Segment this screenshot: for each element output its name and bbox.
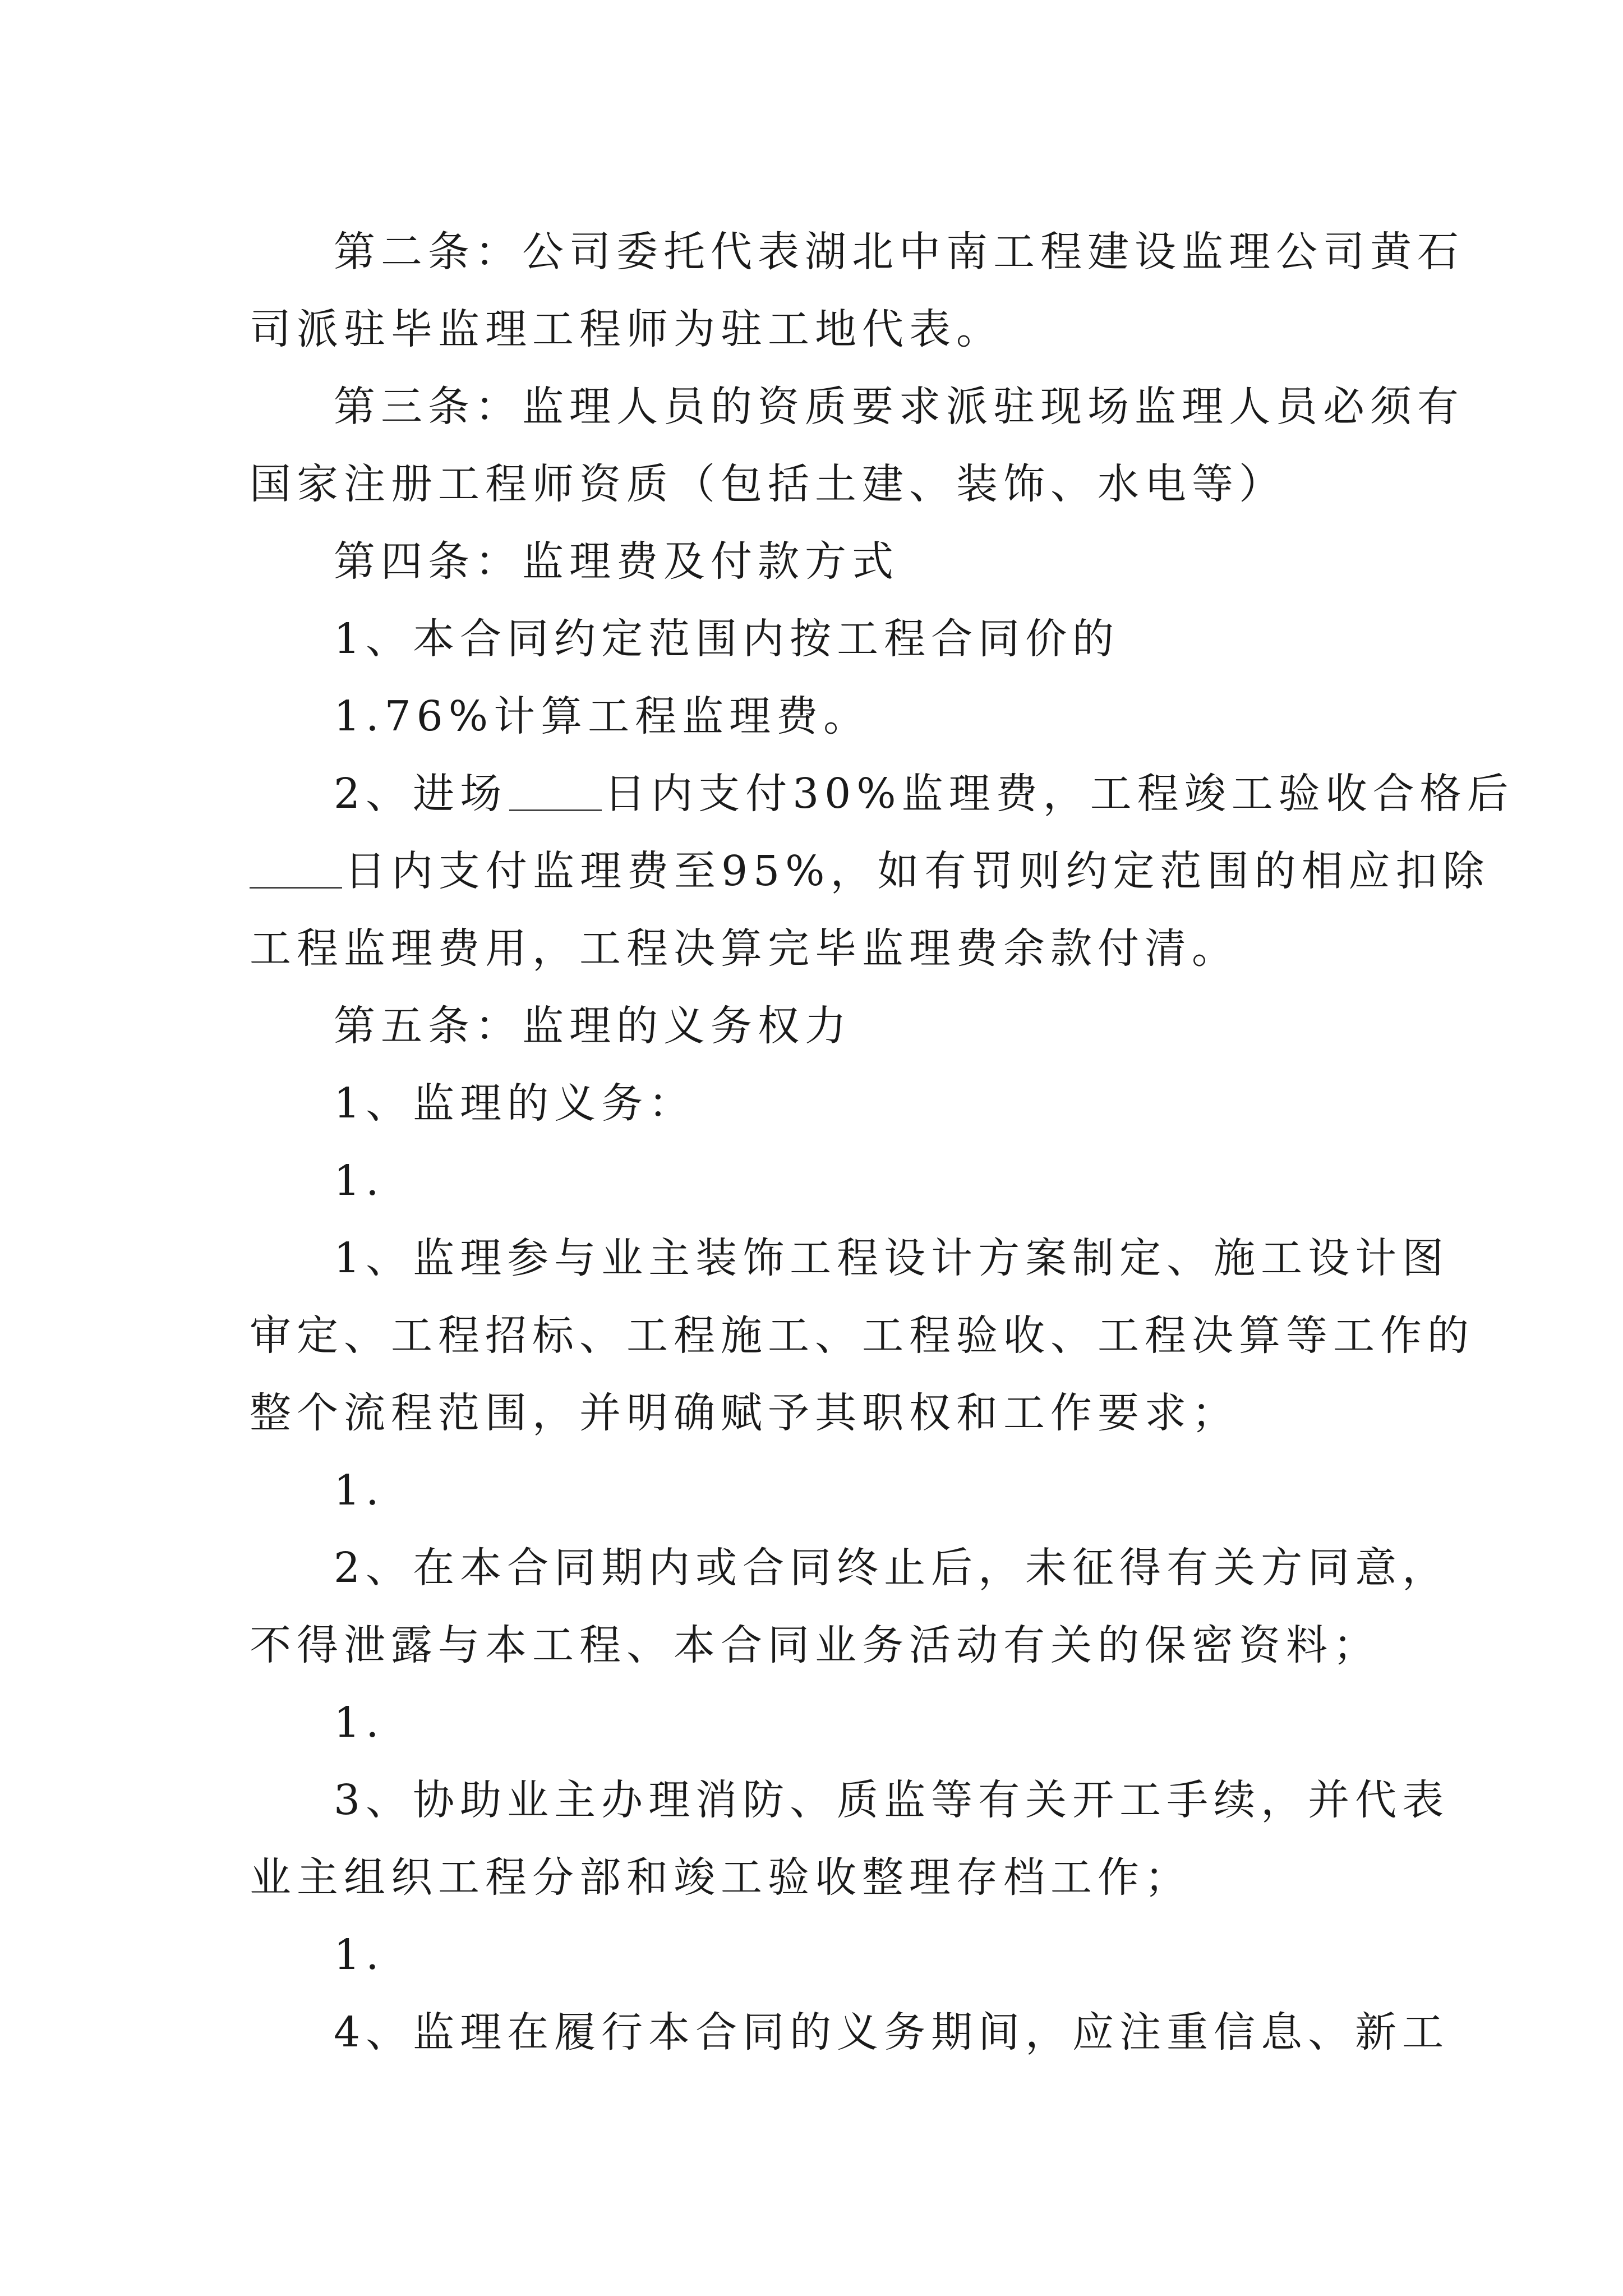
fee-clause-2-suffix: 日内支付30%监理费，工程竣工验收合格后 <box>604 770 1514 818</box>
duty-1-line-1: 1、监理参与业主装饰工程设计方案制定、施工设计图 <box>334 1234 1450 1282</box>
article-3-line-2: 国家注册工程师资质（包括土建、装饰、水电等） <box>250 460 1286 508</box>
fee-clause-2-prefix: 2、进场 <box>334 770 508 818</box>
article-5-heading: 第五条：监理的义务权力 <box>334 1002 852 1050</box>
fee-clause-2-line-2-text: 日内支付监理费至95%，如有罚则约定范围的相应扣除 <box>344 847 1490 895</box>
fee-clause-2-line-3: 工程监理费用，工程决算完毕监理费余款付清。 <box>250 924 1239 973</box>
section-number: 1. <box>334 1931 385 1979</box>
fee-clause-2-line-2 <box>250 832 1490 910</box>
duty-1-line-3: 整个流程范围，并明确赋予其职权和工作要求； <box>250 1389 1239 1437</box>
fee-clause-1-line-1: 1、本合同约定范围内按工程合同价的 <box>334 615 1120 663</box>
duty-3-line-2: 业主组织工程分部和竣工验收整理存档工作； <box>250 1853 1192 1902</box>
duty-2-line-1: 2、在本合同期内或合同终止后，未征得有关方同意， <box>334 1544 1450 1592</box>
duty-1-line-2: 审定、工程招标、工程施工、工程验收、工程决算等工作的 <box>250 1312 1474 1360</box>
article-2-line-1: 第二条：公司委托代表湖北中南工程建设监理公司黄石 <box>334 228 1464 276</box>
days-blank-field <box>509 776 602 811</box>
days-blank-field <box>250 853 342 889</box>
duties-heading: 1、监理的义务： <box>334 1079 696 1128</box>
duty-3-line-1: 3、协助业主办理消防、质监等有关开工手续，并代表 <box>334 1776 1450 1824</box>
article-4-heading: 第四条：监理费及付款方式 <box>334 537 899 586</box>
document-body <box>250 213 1514 2071</box>
duty-2-line-2: 不得泄露与本工程、本合同业务活动有关的保密资料； <box>250 1621 1380 1669</box>
section-number: 1. <box>334 1466 385 1515</box>
duty-4-line-1: 4、监理在履行本合同的义务期间，应注重信息、新工 <box>334 2008 1450 2056</box>
section-number: 1. <box>334 1699 385 1747</box>
article-2-line-2: 司派驻毕监理工程师为驻工地代表。 <box>250 305 1003 353</box>
fee-clause-1-line-2: 1.76%计算工程监理费。 <box>334 692 871 740</box>
fee-clause-2-line-1 <box>250 755 1514 832</box>
section-number: 1. <box>334 1157 385 1205</box>
article-3-line-1: 第三条：监理人员的资质要求派驻现场监理人员必须有 <box>334 383 1464 431</box>
